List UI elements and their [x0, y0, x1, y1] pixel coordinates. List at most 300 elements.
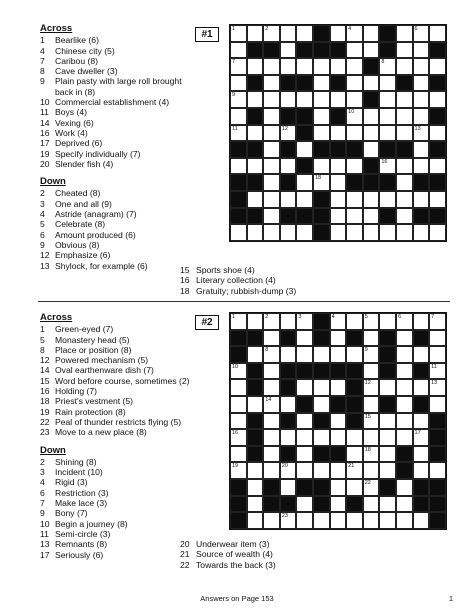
grid-cell[interactable] [413, 379, 430, 396]
grid-cell[interactable] [429, 125, 446, 142]
clue-number: 12 [40, 250, 50, 261]
grid-cell[interactable] [313, 125, 330, 142]
clue-number: 16 [40, 127, 50, 138]
grid-cell[interactable] [379, 446, 396, 463]
grid-cell[interactable] [346, 429, 363, 446]
grid-cell[interactable] [330, 58, 347, 75]
grid-cell[interactable] [396, 496, 413, 513]
grid-cell[interactable] [263, 25, 280, 42]
grid-cell[interactable] [346, 191, 363, 208]
grid-cell[interactable] [263, 58, 280, 75]
clue-number: 14 [40, 365, 50, 376]
grid-cell[interactable] [247, 25, 264, 42]
grid-cell[interactable] [396, 42, 413, 59]
grid-cell[interactable] [346, 512, 363, 529]
clue-number: 15 [40, 375, 50, 386]
clue-text: Amount produced (6) [55, 229, 136, 240]
grid-cell[interactable] [263, 413, 280, 430]
grid-cell[interactable] [379, 58, 396, 75]
grid-cell[interactable] [413, 446, 430, 463]
grid-cell[interactable] [413, 125, 430, 142]
grid-cell[interactable] [313, 91, 330, 108]
grid-cell[interactable] [296, 379, 313, 396]
grid-cell[interactable] [280, 512, 297, 529]
grid-cell[interactable] [313, 429, 330, 446]
grid-cell[interactable] [263, 512, 280, 529]
grid-cell[interactable] [280, 158, 297, 175]
grid-cell[interactable] [363, 141, 380, 158]
grid-cell[interactable] [280, 346, 297, 363]
clue-number: 7 [40, 55, 45, 66]
grid-cell[interactable] [263, 158, 280, 175]
grid-cell[interactable] [313, 58, 330, 75]
grid-cell[interactable] [263, 363, 280, 380]
grid-cell[interactable] [363, 396, 380, 413]
grid-cell[interactable] [363, 413, 380, 430]
grid-block [379, 363, 396, 380]
grid-cell[interactable] [429, 158, 446, 175]
grid-cell[interactable] [429, 58, 446, 75]
grid-cell[interactable] [346, 462, 363, 479]
grid-cell[interactable] [396, 191, 413, 208]
grid-cell[interactable] [230, 158, 247, 175]
grid-cell[interactable] [263, 446, 280, 463]
grid-cell[interactable] [363, 208, 380, 225]
grid-cell[interactable] [313, 396, 330, 413]
grid-cell[interactable] [280, 125, 297, 142]
grid-cell[interactable] [280, 58, 297, 75]
puzzle1-down-heading: Down [40, 176, 66, 188]
grid-block [247, 379, 264, 396]
grid-cell[interactable] [263, 75, 280, 92]
grid-cell[interactable] [330, 174, 347, 191]
grid-cell[interactable] [363, 496, 380, 513]
grid-cell[interactable] [230, 224, 247, 241]
grid-cell[interactable] [346, 479, 363, 496]
grid-cell[interactable] [313, 346, 330, 363]
page-number: 1 [448, 594, 453, 603]
grid-cell[interactable] [363, 42, 380, 59]
grid-cell[interactable] [313, 108, 330, 125]
grid-cell[interactable] [313, 75, 330, 92]
grid-cell[interactable] [247, 396, 264, 413]
grid-cell[interactable] [363, 25, 380, 42]
grid-cell[interactable] [363, 512, 380, 529]
grid-cell[interactable] [263, 462, 280, 479]
clue-item [40, 345, 220, 355]
grid-cell[interactable] [313, 462, 330, 479]
grid-cell[interactable] [363, 446, 380, 463]
grid-cell[interactable] [413, 512, 430, 529]
grid-block [429, 141, 446, 158]
grid-cell[interactable] [396, 479, 413, 496]
grid-cell[interactable] [296, 446, 313, 463]
grid-cell[interactable] [379, 91, 396, 108]
grid-cell[interactable] [346, 346, 363, 363]
grid-cell[interactable] [429, 379, 446, 396]
grid-cell[interactable] [396, 58, 413, 75]
grid-block [230, 174, 247, 191]
grid-cell[interactable] [330, 479, 347, 496]
clue-item [40, 477, 220, 487]
grid-block [313, 413, 330, 430]
grid-block [429, 108, 446, 125]
grid-cell[interactable] [247, 58, 264, 75]
grid-cell[interactable] [396, 174, 413, 191]
grid-cell[interactable] [346, 42, 363, 59]
clue-text: Plain pasty with large roll brought back in (8) [55, 76, 182, 97]
grid-cell[interactable] [330, 330, 347, 347]
grid-cell[interactable] [296, 413, 313, 430]
grid-cell[interactable] [330, 379, 347, 396]
clue-item [40, 149, 188, 159]
grid-cell[interactable] [396, 108, 413, 125]
grid-cell[interactable] [396, 379, 413, 396]
grid-cell[interactable] [296, 462, 313, 479]
grid-cell[interactable] [296, 313, 313, 330]
grid-cell[interactable] [330, 413, 347, 430]
grid-cell[interactable] [363, 462, 380, 479]
grid-block [379, 174, 396, 191]
grid-cell[interactable] [396, 429, 413, 446]
grid-cell[interactable] [413, 313, 430, 330]
grid-cell[interactable] [230, 58, 247, 75]
clue-text: Deprived (6) [55, 138, 103, 149]
grid-cell[interactable] [247, 462, 264, 479]
grid-cell[interactable] [413, 158, 430, 175]
grid-cell[interactable] [396, 224, 413, 241]
grid-cell[interactable] [429, 313, 446, 330]
grid-cell[interactable] [346, 25, 363, 42]
cell-number: 15 [364, 413, 371, 420]
grid-cell[interactable] [247, 191, 264, 208]
grid-cell[interactable] [296, 58, 313, 75]
grid-cell[interactable] [263, 174, 280, 191]
grid-block [379, 42, 396, 59]
grid-block [296, 125, 313, 142]
grid-cell[interactable] [247, 224, 264, 241]
grid-cell[interactable] [247, 496, 264, 513]
grid-cell[interactable] [429, 191, 446, 208]
grid-cell[interactable] [280, 462, 297, 479]
grid-cell[interactable] [263, 429, 280, 446]
grid-cell[interactable] [330, 158, 347, 175]
grid-cell[interactable] [413, 25, 430, 42]
grid-cell[interactable] [363, 429, 380, 446]
puzzle1-clues [40, 24, 188, 271]
grid-cell[interactable] [346, 158, 363, 175]
grid-cell[interactable] [296, 429, 313, 446]
grid-cell[interactable] [379, 224, 396, 241]
grid-cell[interactable] [346, 313, 363, 330]
grid-cell[interactable] [396, 158, 413, 175]
clue-number: 8 [40, 66, 45, 77]
grid-cell[interactable] [247, 512, 264, 529]
grid-cell[interactable] [346, 75, 363, 92]
grid-cell[interactable] [346, 224, 363, 241]
grid-block [230, 141, 247, 158]
grid-cell[interactable] [280, 42, 297, 59]
grid-cell[interactable] [379, 496, 396, 513]
grid-cell[interactable] [379, 125, 396, 142]
grid-cell[interactable] [263, 191, 280, 208]
grid-cell[interactable] [313, 174, 330, 191]
grid-cell[interactable] [330, 429, 347, 446]
grid-cell[interactable] [330, 346, 347, 363]
grid-cell[interactable] [296, 91, 313, 108]
grid-cell[interactable] [429, 363, 446, 380]
grid-block [263, 42, 280, 59]
grid-cell[interactable] [296, 496, 313, 513]
grid-cell[interactable] [330, 191, 347, 208]
clue-item [40, 188, 188, 198]
grid-cell[interactable] [363, 479, 380, 496]
grid-cell[interactable] [379, 313, 396, 330]
grid-cell[interactable] [263, 330, 280, 347]
grid-cell[interactable] [363, 363, 380, 380]
grid-cell[interactable] [379, 108, 396, 125]
grid-cell[interactable] [280, 25, 297, 42]
grid-cell[interactable] [429, 224, 446, 241]
grid-block [313, 208, 330, 225]
grid-cell[interactable] [313, 512, 330, 529]
grid-cell[interactable] [363, 379, 380, 396]
grid-block [429, 496, 446, 513]
grid-cell[interactable] [379, 429, 396, 446]
grid-block [247, 446, 264, 463]
grid-cell[interactable] [396, 512, 413, 529]
grid-cell[interactable] [330, 462, 347, 479]
grid-cell[interactable] [280, 479, 297, 496]
clue-text: Priest's vestment (5) [55, 396, 134, 407]
grid-cell[interactable] [396, 25, 413, 42]
grid-cell[interactable] [296, 141, 313, 158]
grid-block [247, 208, 264, 225]
grid-cell[interactable] [379, 512, 396, 529]
grid-block [379, 479, 396, 496]
grid-cell[interactable] [379, 379, 396, 396]
grid-cell[interactable] [363, 346, 380, 363]
grid-cell[interactable] [247, 91, 264, 108]
grid-cell[interactable] [429, 396, 446, 413]
clue-item [40, 118, 188, 128]
clue-number: 5 [40, 334, 45, 345]
grid-cell[interactable] [396, 208, 413, 225]
grid-cell[interactable] [296, 346, 313, 363]
grid-block [247, 429, 264, 446]
clue-text: Chinese city (5) [55, 45, 115, 56]
grid-cell[interactable] [330, 91, 347, 108]
grid-cell[interactable] [413, 224, 430, 241]
grid-cell[interactable] [413, 429, 430, 446]
grid-block [396, 75, 413, 92]
grid-cell[interactable] [346, 108, 363, 125]
grid-cell[interactable] [413, 191, 430, 208]
grid-cell[interactable] [379, 413, 396, 430]
grid-cell[interactable] [247, 313, 264, 330]
grid-cell[interactable] [230, 108, 247, 125]
grid-cell[interactable] [313, 379, 330, 396]
clue-number: 5 [40, 219, 45, 230]
clue-text: Cheated (8) [55, 188, 101, 199]
grid-cell[interactable] [429, 462, 446, 479]
grid-block [363, 174, 380, 191]
grid-cell[interactable] [396, 363, 413, 380]
grid-block [263, 479, 280, 496]
grid-cell[interactable] [280, 313, 297, 330]
grid-cell[interactable] [230, 125, 247, 142]
cell-number: 18 [314, 175, 322, 182]
grid-cell[interactable] [263, 125, 280, 142]
grid-cell[interactable] [413, 462, 430, 479]
grid-block [429, 429, 446, 446]
grid-cell[interactable] [230, 446, 247, 463]
grid-cell[interactable] [363, 224, 380, 241]
grid-cell[interactable] [413, 42, 430, 59]
grid-cell[interactable] [363, 125, 380, 142]
grid-cell[interactable] [396, 330, 413, 347]
grid-cell[interactable] [263, 396, 280, 413]
grid-cell[interactable] [379, 158, 396, 175]
grid-cell[interactable] [396, 413, 413, 430]
grid-cell[interactable] [429, 330, 446, 347]
grid-block [330, 396, 347, 413]
grid-block [230, 479, 247, 496]
grid-cell[interactable] [247, 346, 264, 363]
grid-cell[interactable] [296, 224, 313, 241]
grid-cell[interactable] [296, 174, 313, 191]
grid-cell[interactable] [330, 208, 347, 225]
grid-block [429, 512, 446, 529]
grid-cell[interactable] [396, 91, 413, 108]
cell-number: 13 [431, 380, 438, 387]
grid-cell[interactable] [247, 479, 264, 496]
clue-text: Shining (8) [55, 456, 97, 467]
grid-cell[interactable] [330, 25, 347, 42]
clue-number: 3 [40, 467, 45, 478]
grid-cell[interactable] [263, 141, 280, 158]
grid-cell[interactable] [230, 429, 247, 446]
grid-cell[interactable] [230, 379, 247, 396]
grid-cell[interactable] [280, 191, 297, 208]
grid-cell[interactable] [280, 396, 297, 413]
grid-cell[interactable] [263, 91, 280, 108]
grid-cell[interactable] [379, 462, 396, 479]
grid-cell[interactable] [413, 75, 430, 92]
grid-cell[interactable] [413, 91, 430, 108]
grid-cell[interactable] [230, 75, 247, 92]
grid-block [280, 446, 297, 463]
grid-cell[interactable] [247, 125, 264, 142]
grid-cell[interactable] [346, 446, 363, 463]
grid-block [346, 174, 363, 191]
grid-cell[interactable] [296, 191, 313, 208]
grid-block [230, 208, 247, 225]
clue-number: 20 [40, 158, 50, 169]
grid-cell[interactable] [429, 25, 446, 42]
grid-cell[interactable] [346, 208, 363, 225]
grid-cell[interactable] [280, 224, 297, 241]
grid-cell[interactable] [263, 313, 280, 330]
grid-cell[interactable] [429, 346, 446, 363]
grid-cell[interactable] [230, 25, 247, 42]
grid-cell[interactable] [280, 91, 297, 108]
grid-block [429, 174, 446, 191]
grid-cell[interactable] [363, 191, 380, 208]
grid-cell[interactable] [379, 75, 396, 92]
grid-cell[interactable] [263, 346, 280, 363]
cell-number: 5 [364, 314, 368, 320]
grid-cell[interactable] [330, 224, 347, 241]
grid-block [313, 446, 330, 463]
grid-cell[interactable] [330, 512, 347, 529]
grid-cell[interactable] [413, 141, 430, 158]
grid-cell[interactable] [313, 158, 330, 175]
grid-cell[interactable] [263, 224, 280, 241]
grid-cell[interactable] [247, 158, 264, 175]
grid-cell[interactable] [330, 313, 347, 330]
grid-cell[interactable] [396, 396, 413, 413]
grid-cell[interactable] [396, 346, 413, 363]
grid-cell[interactable] [280, 429, 297, 446]
grid-cell[interactable] [346, 91, 363, 108]
grid-cell[interactable] [230, 42, 247, 59]
cell-number: 10 [232, 363, 239, 370]
grid-cell[interactable] [413, 346, 430, 363]
clue-text: Slender fish (4) [55, 158, 114, 169]
grid-block [413, 208, 430, 225]
grid-cell[interactable] [263, 108, 280, 125]
grid-cell[interactable] [396, 313, 413, 330]
grid-cell[interactable] [296, 25, 313, 42]
grid-cell[interactable] [413, 413, 430, 430]
grid-cell[interactable] [230, 91, 247, 108]
grid-cell[interactable] [230, 396, 247, 413]
grid-cell[interactable] [230, 462, 247, 479]
grid-cell[interactable] [363, 75, 380, 92]
clue-text: Rigid (3) [55, 477, 88, 488]
grid-cell[interactable] [429, 91, 446, 108]
grid-cell[interactable] [396, 125, 413, 142]
cell-number: 6 [397, 314, 401, 320]
grid-block [263, 496, 280, 513]
grid-cell[interactable] [413, 58, 430, 75]
cell-number: 17 [414, 430, 421, 437]
grid-cell[interactable] [230, 413, 247, 430]
grid-cell[interactable] [296, 512, 313, 529]
grid-cell[interactable] [263, 208, 280, 225]
grid-cell[interactable] [230, 363, 247, 380]
clue-item [40, 508, 220, 518]
grid-cell[interactable] [296, 330, 313, 347]
grid-cell[interactable] [346, 125, 363, 142]
grid-cell[interactable] [363, 330, 380, 347]
cell-number: 5 [381, 26, 385, 32]
cell-number: 8 [265, 347, 269, 354]
clue-text: Towards the back (3) [196, 559, 276, 570]
grid-cell[interactable] [330, 125, 347, 142]
grid-cell[interactable] [413, 108, 430, 125]
grid-cell[interactable] [379, 191, 396, 208]
grid-block [313, 479, 330, 496]
grid-cell[interactable] [263, 379, 280, 396]
grid-cell[interactable] [363, 108, 380, 125]
grid-cell[interactable] [346, 58, 363, 75]
clue-item [40, 35, 188, 45]
grid-cell[interactable] [230, 313, 247, 330]
grid-cell[interactable] [363, 313, 380, 330]
grid-cell[interactable] [330, 496, 347, 513]
